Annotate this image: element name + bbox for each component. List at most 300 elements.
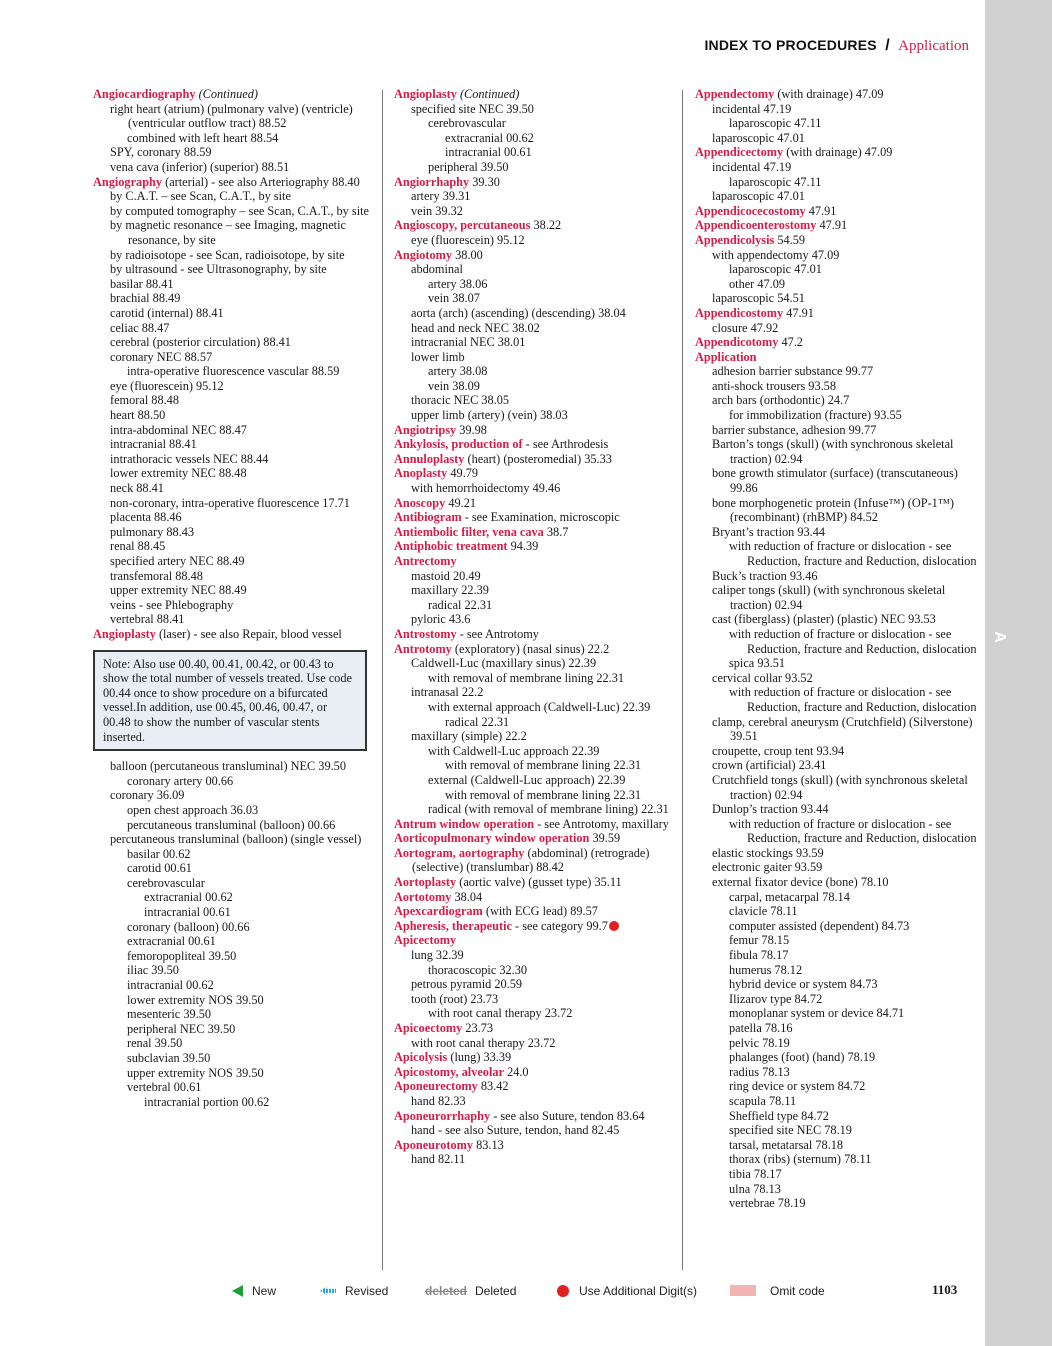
index-subentry <box>712 321 977 336</box>
index-subentry <box>411 335 676 350</box>
index-subentry <box>428 802 676 817</box>
entry-text: veins - see Phlebography <box>110 597 234 612</box>
entry-text: bone growth stimulator (surface) (transcutaneous) 99.86 <box>712 466 958 496</box>
index-main-entry <box>695 87 977 102</box>
entry-text: cervical collar 93.52 <box>712 670 813 685</box>
entry-text: ring device or system 84.72 <box>729 1079 866 1094</box>
entry-text: maxillary 22.39 <box>411 583 489 598</box>
index-main-entry <box>394 919 676 934</box>
entry-text: with reduction of fracture or dislocation - see Reduction, fracture and Reduction, dislocation <box>729 685 977 714</box>
entry-text: radical 22.31 <box>428 597 493 612</box>
entry-text: intranasal 22.2 <box>411 685 484 700</box>
index-subentry <box>127 920 375 935</box>
index-subentry <box>127 818 375 833</box>
index-subentry <box>445 145 676 160</box>
entry-text: 38.04 <box>454 889 483 904</box>
entry-text: right heart (atrium) (pulmonary valve) (ventricle) (ventricular outflow tract) 88.52 <box>110 101 353 131</box>
index-column-2 <box>394 87 676 1167</box>
index-main-entry <box>695 145 977 160</box>
entry-text: thoracic NEC 38.05 <box>411 393 510 408</box>
index-subentry <box>127 1022 375 1037</box>
entry-text: vein 38.07 <box>428 291 480 306</box>
entry-text: Buck’s traction 93.46 <box>712 568 818 583</box>
index-main-entry <box>93 627 375 642</box>
index-subentry <box>712 860 977 875</box>
legend-omit <box>730 1283 825 1298</box>
entry-text: peripheral NEC 39.50 <box>127 1021 236 1036</box>
index-main-entry <box>695 350 977 365</box>
side-index-tab <box>985 0 1052 1346</box>
entry-text: clamp, cerebral aneurysm (Crutchfield) (Silverstone) 39.51 <box>712 714 973 744</box>
entry-text: renal 88.45 <box>110 539 166 554</box>
continued-label: (Continued) <box>459 87 520 101</box>
entry-text: head and neck NEC 38.02 <box>411 320 540 335</box>
entry-text: transfemoral 88.48 <box>110 568 203 583</box>
index-subentry <box>428 598 676 613</box>
index-subentry <box>110 510 375 525</box>
index-subentry <box>428 671 676 686</box>
entry-text: carotid (internal) 88.41 <box>110 305 224 320</box>
index-term: Antrum window operation <box>394 816 535 831</box>
entry-text: 38.00 <box>455 247 483 262</box>
entry-text: external fixator device (bone) 78.10 <box>712 875 889 890</box>
index-subentry <box>729 539 977 568</box>
entry-text: elastic stockings 93.59 <box>712 845 824 860</box>
entry-text: Barton’s tongs (skull) (with synchronous skeletal traction) 02.94 <box>712 437 954 466</box>
index-main-entry <box>394 437 676 452</box>
index-subentry <box>729 817 977 846</box>
entry-text: lower extremity NEC 88.48 <box>110 466 247 481</box>
entry-text: thorax (ribs) (sternum) 78.11 <box>729 1152 872 1167</box>
entry-text: (aortic valve) (gusset type) 35.11 <box>459 875 622 890</box>
index-subentry <box>110 554 375 569</box>
index-term: Angioplasty <box>93 626 156 641</box>
entry-text: crown (artificial) 23.41 <box>712 758 827 773</box>
entry-text: with removal of membrane lining 22.31 <box>445 758 642 773</box>
entry-text: petrous pyramid 20.59 <box>411 977 522 992</box>
index-subentry <box>712 715 977 744</box>
entry-text: 83.42 <box>480 1079 509 1094</box>
entry-text: 47.91 <box>819 218 848 233</box>
index-main-entry <box>394 175 676 190</box>
index-subentry <box>729 277 977 292</box>
entry-text: by ultrasound - see Ultrasonography, by site <box>110 262 327 277</box>
entry-text: tibia 78.17 <box>729 1166 782 1181</box>
index-subentry <box>712 671 977 686</box>
index-subentry <box>110 306 375 321</box>
index-subentry <box>712 758 977 773</box>
entry-text: 47.91 <box>786 305 814 320</box>
entry-text: Crutchfield tongs (skull) (with synchronous skeletal traction) 02.94 <box>712 772 968 802</box>
index-term: Appendicostomy <box>695 305 784 320</box>
index-term: Appendectomy <box>695 87 775 101</box>
index-subentry <box>411 408 676 423</box>
index-subentry <box>428 116 676 131</box>
entry-text: humerus 78.12 <box>729 962 803 977</box>
index-subentry <box>110 832 375 847</box>
index-term: Appendicoenterostomy <box>695 218 817 233</box>
index-subentry <box>712 379 977 394</box>
index-term: Angiorrhaphy <box>394 174 470 189</box>
index-subentry <box>445 788 676 803</box>
entry-text: laparoscopic 47.11 <box>729 174 822 189</box>
entry-text: specified site NEC 39.50 <box>411 101 534 116</box>
index-subentry <box>712 773 977 802</box>
index-subentry <box>110 759 375 774</box>
entry-text: coronary 36.09 <box>110 788 185 803</box>
index-main-entry <box>394 496 676 511</box>
index-subentry <box>110 466 375 481</box>
entry-text: intracranial 00.62 <box>127 978 214 993</box>
index-subentry <box>712 569 977 584</box>
index-main-entry <box>394 1021 676 1036</box>
index-subentry <box>712 525 977 540</box>
entry-text: coronary (balloon) 00.66 <box>127 919 250 934</box>
legend-additional-digit <box>557 1283 697 1298</box>
index-subentry <box>712 189 977 204</box>
entry-text: with removal of membrane lining 22.31 <box>445 787 642 802</box>
new-triangle-icon <box>232 1285 243 1297</box>
index-term: Appendicotomy <box>695 335 779 350</box>
entry-text: specified site NEC 78.19 <box>729 1123 852 1138</box>
entry-text: with hemorrhoidectomy 49.46 <box>411 481 561 496</box>
entry-text: femur 78.15 <box>729 933 790 948</box>
index-subentry <box>110 612 375 627</box>
entry-text: extracranial 00.62 <box>144 890 233 905</box>
entry-text: radical 22.31 <box>445 714 510 729</box>
index-term: Apicolysis <box>394 1050 448 1065</box>
entry-text: laparoscopic 47.01 <box>729 262 822 277</box>
index-main-entry <box>394 423 676 438</box>
entry-text: (abdominal) (retrograde) (selective) (translumbar) 88.42 <box>412 845 650 875</box>
index-subentry <box>127 978 375 993</box>
legend-revised-label: Revised <box>345 1283 389 1298</box>
entry-text: cerebrovascular <box>127 875 205 890</box>
entry-text: Caldwell-Luc (maxillary sinus) 22.39 <box>411 656 597 671</box>
index-subentry <box>411 481 676 496</box>
index-subentry <box>127 876 375 891</box>
index-subentry <box>127 364 375 379</box>
index-term: Apicoectomy <box>394 1021 463 1035</box>
entry-text: - see Antrotomy, maxillary <box>537 816 669 831</box>
entry-text: renal 39.50 <box>127 1036 183 1051</box>
entry-text: 39.59 <box>592 831 621 846</box>
index-term: Apexcardiogram <box>394 904 483 919</box>
index-subentry <box>428 744 676 759</box>
entry-text: adhesion barrier substance 99.77 <box>712 364 874 379</box>
index-subentry <box>110 321 375 336</box>
index-subentry <box>110 277 375 292</box>
entry-text: 39.30 <box>472 174 500 189</box>
index-subentry <box>712 393 977 408</box>
index-main-entry <box>695 233 977 248</box>
index-term: Aortogram, aortography <box>394 845 525 860</box>
index-subentry <box>729 904 977 919</box>
entry-text: (laser) - see also Repair, blood vessel <box>158 626 342 641</box>
index-subentry <box>127 1051 375 1066</box>
entry-text: subclavian 39.50 <box>127 1051 211 1065</box>
entry-text: artery 39.31 <box>411 189 471 204</box>
entry-text: ulna 78.13 <box>729 1181 781 1196</box>
entry-text: open chest approach 36.03 <box>127 802 259 817</box>
entry-text: peripheral 39.50 <box>428 159 509 174</box>
index-subentry <box>110 248 375 263</box>
index-subentry <box>110 539 375 554</box>
entry-text: spica 93.51 <box>729 656 786 671</box>
index-subentry <box>411 204 676 219</box>
index-subentry <box>411 656 676 671</box>
entry-text: extracranial 00.62 <box>445 130 534 145</box>
index-subentry <box>411 262 676 277</box>
index-subentry <box>729 1021 977 1036</box>
entry-text: maxillary (simple) 22.2 <box>411 729 527 744</box>
index-subentry <box>729 262 977 277</box>
index-subentry <box>729 1006 977 1021</box>
entry-text: hand - see also Suture, tendon, hand 82.45 <box>411 1123 620 1138</box>
index-subentry <box>729 685 977 714</box>
index-term: Apheresis, therapeutic <box>394 918 512 933</box>
entry-text: closure 47.92 <box>712 320 779 335</box>
entry-text: Dunlop’s traction 93.44 <box>712 802 829 817</box>
index-main-entry <box>394 817 676 832</box>
index-subentry <box>110 335 375 350</box>
index-main-entry <box>394 87 676 102</box>
index-term: Antiphobic treatment <box>394 539 508 554</box>
index-main-entry <box>394 1079 676 1094</box>
entry-text: intracranial portion 00.62 <box>144 1094 270 1109</box>
index-subentry <box>729 408 977 423</box>
entry-text: - see category 99.7 <box>515 918 608 933</box>
entry-text: incidental 47.19 <box>712 101 792 116</box>
index-main-entry <box>394 554 676 569</box>
entry-text: lung 32.39 <box>411 948 464 963</box>
entry-text: eye (fluorescein) 95.12 <box>110 378 224 393</box>
entry-text: 49.79 <box>450 466 479 481</box>
index-subentry <box>411 102 676 117</box>
index-term: Angiotripsy <box>394 422 457 437</box>
index-term: Application <box>695 349 757 364</box>
entry-text: lower limb <box>411 349 465 364</box>
entry-text: 23.73 <box>465 1021 494 1035</box>
entry-text: upper extremity NOS 39.50 <box>127 1065 264 1080</box>
index-subentry <box>729 1079 977 1094</box>
index-subentry <box>110 291 375 306</box>
index-term: Appendicolysis <box>695 232 775 247</box>
index-main-entry <box>394 510 676 525</box>
index-subentry <box>729 890 977 905</box>
entry-text: iliac 39.50 <box>127 963 179 978</box>
index-subentry <box>110 102 375 131</box>
index-subentry <box>110 393 375 408</box>
legend-new <box>232 1283 276 1298</box>
entry-text: cast (fiberglass) (plaster) (plastic) NEC 93.53 <box>712 612 936 627</box>
entry-text: 47.91 <box>808 203 837 218</box>
index-subentry <box>110 145 375 160</box>
index-term: Angioplasty <box>394 87 457 101</box>
index-subentry <box>411 306 676 321</box>
entry-text: by computed tomography – see Scan, C.A.T., by site <box>110 203 369 218</box>
page-number: 1103 <box>932 1282 958 1297</box>
index-subentry <box>712 875 977 890</box>
legend <box>232 1283 972 1303</box>
index-term: Annuloplasty <box>394 451 465 466</box>
index-subentry <box>712 846 977 861</box>
index-term: Aorticopulmonary window operation <box>394 831 590 846</box>
index-subentry <box>127 131 375 146</box>
index-subentry <box>729 1152 977 1167</box>
entry-text: 94.39 <box>510 539 539 554</box>
entry-text: (arterial) - see also Arteriography 88.40 <box>165 174 360 189</box>
entry-text: (with ECG lead) 89.57 <box>485 904 598 919</box>
entry-text: mesenteric 39.50 <box>127 1007 212 1022</box>
index-subentry <box>127 1007 375 1022</box>
entry-text: laparoscopic 54.51 <box>712 291 805 306</box>
index-subentry <box>712 466 977 495</box>
index-subentry <box>445 131 676 146</box>
index-subentry <box>127 1066 375 1081</box>
index-subentry <box>712 291 977 306</box>
index-subentry <box>428 1006 676 1021</box>
column-divider <box>682 90 683 1270</box>
entry-text: - see also Suture, tendon 83.64 <box>493 1108 645 1123</box>
index-subentry <box>729 1050 977 1065</box>
entry-text: arch bars (orthodontic) 24.7 <box>712 393 850 408</box>
index-main-entry <box>695 204 977 219</box>
index-subentry <box>428 277 676 292</box>
index-main-entry <box>394 1138 676 1153</box>
entry-text: with Caldwell-Luc approach 22.39 <box>428 743 600 758</box>
index-subentry <box>110 350 375 365</box>
entry-text: barrier substance, adhesion 99.77 <box>712 422 877 437</box>
entry-text: bone morphogenetic protein (Infuse™) (OP-1™) (recombinant) (rhBMP) 84.52 <box>712 495 954 525</box>
index-main-entry <box>394 933 676 948</box>
entry-text: 39.98 <box>459 422 487 437</box>
index-subentry <box>411 1123 676 1138</box>
index-main-entry <box>695 335 977 350</box>
entry-text: (with drainage) 47.09 <box>777 87 884 101</box>
entry-text: intracranial NEC 38.01 <box>411 335 526 350</box>
index-subentry <box>411 1152 676 1167</box>
index-subentry <box>110 452 375 467</box>
header-guide-term: Application <box>898 38 969 54</box>
entry-text: vein 39.32 <box>411 203 463 218</box>
entry-text: coronary NEC 88.57 <box>110 349 213 364</box>
index-subentry <box>127 774 375 789</box>
entry-text: laparoscopic 47.01 <box>712 189 805 204</box>
legend-additional-digit-label: Use Additional Digit(s) <box>579 1283 698 1298</box>
index-subentry <box>712 496 977 525</box>
index-subentry <box>411 350 676 365</box>
entry-text: non-coronary, intra-operative fluorescence 17.71 <box>110 495 350 510</box>
index-subentry <box>411 233 676 248</box>
entry-text: external (Caldwell-Luc approach) 22.39 <box>428 772 626 787</box>
index-subentry <box>127 934 375 949</box>
entry-text: hybrid device or system 84.73 <box>729 977 878 992</box>
index-subentry <box>110 525 375 540</box>
index-subentry <box>729 963 977 978</box>
entry-text: anti-shock trousers 93.58 <box>712 378 836 393</box>
index-subentry <box>712 583 977 612</box>
header-separator: / <box>885 37 890 54</box>
index-subentry <box>411 612 676 627</box>
index-subentry <box>110 204 375 219</box>
index-term: Aortotomy <box>394 889 452 904</box>
index-main-entry <box>394 248 676 263</box>
entry-text: 49.21 <box>448 495 476 510</box>
legend-deleted-label: Deleted <box>475 1283 517 1298</box>
entry-text: hand 82.33 <box>411 1093 466 1108</box>
revised-arrow-icon <box>320 1287 336 1295</box>
entry-text: caliper tongs (skull) (with synchronous skeletal traction) 02.94 <box>712 583 946 612</box>
entry-text: phalanges (foot) (hand) 78.19 <box>729 1050 876 1065</box>
index-subentry <box>411 583 676 598</box>
entry-text: electronic gaiter 93.59 <box>712 860 823 875</box>
index-main-entry <box>695 218 977 233</box>
entry-text: monoplanar system or device 84.71 <box>729 1006 905 1021</box>
index-subentry <box>110 496 375 511</box>
index-subentry <box>729 933 977 948</box>
index-subentry <box>144 890 375 905</box>
additional-digit-icon <box>609 921 619 931</box>
index-term: Angiography <box>93 174 163 189</box>
entry-text: placenta 88.46 <box>110 510 182 525</box>
index-subentry <box>110 598 375 613</box>
index-term: Aortoplasty <box>394 875 457 890</box>
index-subentry <box>729 175 977 190</box>
index-column-1 <box>93 87 375 1109</box>
entry-text: intracranial 00.61 <box>445 145 532 160</box>
entry-text: vertebral 00.61 <box>127 1080 202 1095</box>
entry-text: (with drainage) 47.09 <box>786 145 893 160</box>
index-term: Apicostomy, alveolar <box>394 1064 504 1079</box>
index-subentry <box>729 992 977 1007</box>
index-main-entry <box>394 642 676 657</box>
index-main-entry <box>394 1050 676 1065</box>
index-subentry <box>127 963 375 978</box>
index-subentry <box>729 1094 977 1109</box>
entry-text: - see Examination, microscopic <box>464 510 620 525</box>
index-column-3 <box>695 87 977 1211</box>
entry-text: (exploratory) (nasal sinus) 22.2 <box>454 641 610 656</box>
entry-text: SPY, coronary 88.59 <box>110 145 212 160</box>
entry-text: pulmonary 88.43 <box>110 524 195 539</box>
entry-text: radius 78.13 <box>729 1064 790 1079</box>
entry-text: 83.13 <box>476 1137 504 1152</box>
index-term: Appendicectomy <box>695 145 784 160</box>
entry-text: (heart) (posteromedial) 35.33 <box>467 451 612 466</box>
header-section-title: INDEX TO PROCEDURES <box>704 37 877 53</box>
index-subentry <box>712 437 977 466</box>
entry-text: 38.22 <box>533 218 562 233</box>
entry-text: intracranial 88.41 <box>110 437 197 452</box>
entry-text: celiac 88.47 <box>110 320 170 335</box>
index-subentry <box>411 1094 676 1109</box>
entry-text: 24.0 <box>507 1064 529 1079</box>
index-subentry <box>428 379 676 394</box>
index-subentry <box>411 1036 676 1051</box>
index-subentry <box>110 481 375 496</box>
entry-text: laparoscopic 47.11 <box>729 116 822 131</box>
index-term: Angiocardiography <box>93 87 196 101</box>
index-subentry <box>127 1080 375 1095</box>
index-subentry <box>411 189 676 204</box>
index-term: Appendicocecostomy <box>695 203 806 218</box>
index-subentry <box>712 364 977 379</box>
index-subentry <box>110 437 375 452</box>
index-main-entry <box>394 875 676 890</box>
entry-text: cerebral (posterior circulation) 88.41 <box>110 335 291 350</box>
index-subentry <box>729 1167 977 1182</box>
